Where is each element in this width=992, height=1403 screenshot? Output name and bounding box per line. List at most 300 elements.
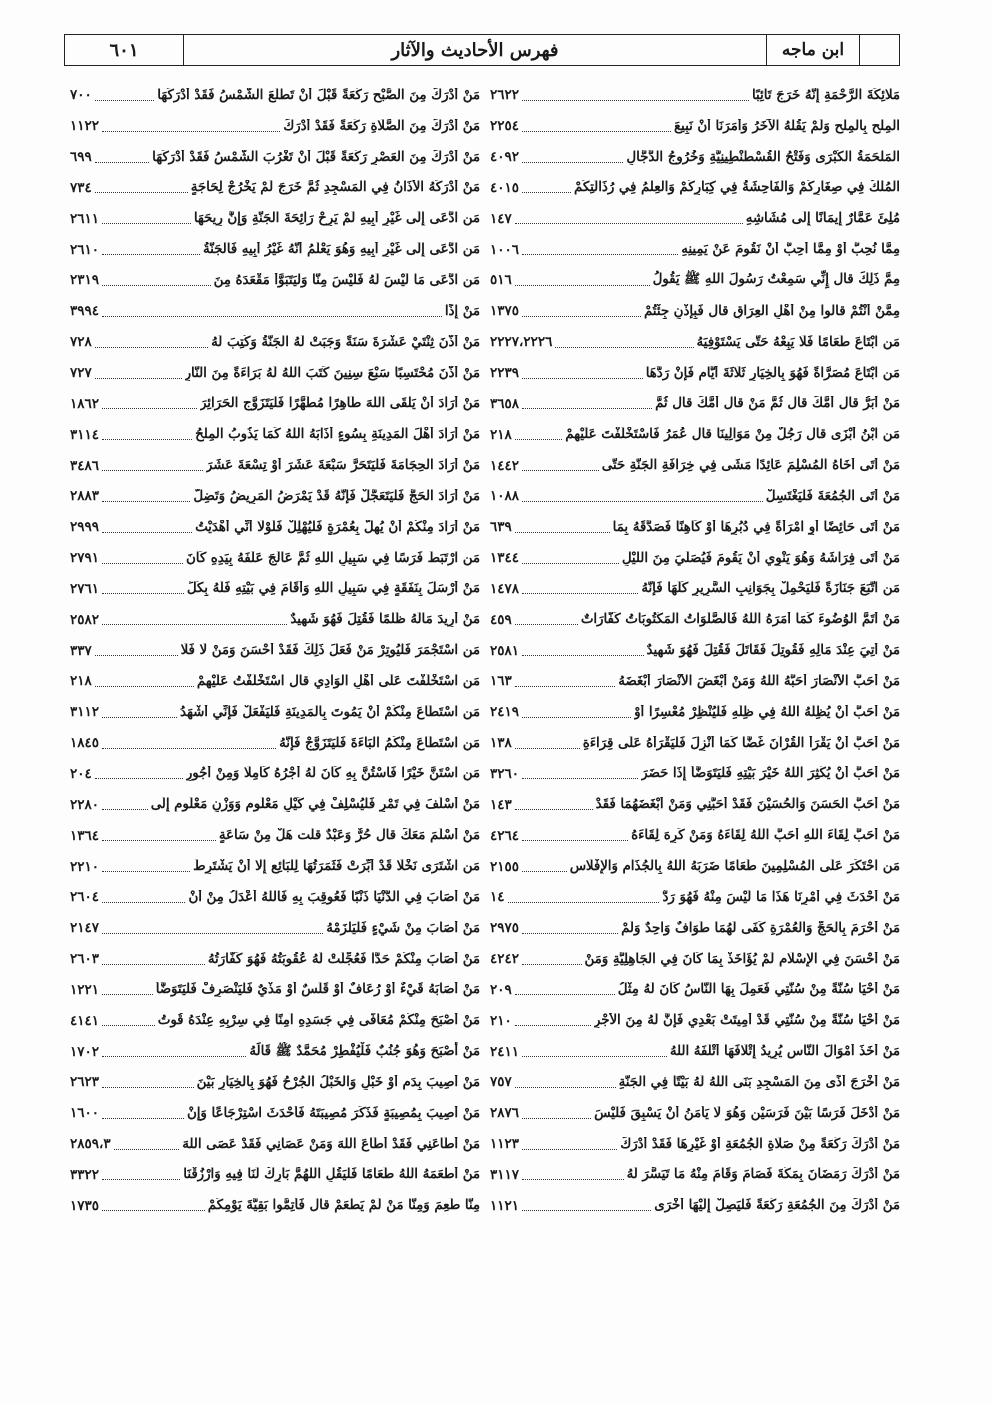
dot-leader (522, 655, 644, 656)
hadith-number: ٢١٥٥ (490, 858, 520, 875)
hadith-number: ٢٩٩٩ (70, 519, 100, 536)
hadith-incipit: مَنْ أَحَبَّ الْحَسَنَ وَالْحُسَيْنَ فَقَدْ أَحَبَّنِي وَمَنْ أَبْغَضَهُمَا فَقَدْ (595, 797, 900, 813)
hadith-number: ٤٥٩ (490, 611, 512, 628)
hadith-number: ٦٣٩ (490, 519, 512, 536)
hadith-incipit: مَنْ أَطَاعَنِي فَقَدْ أَطَاعَ اللهَ وَمَنْ عَصَانِي فَقَدْ عَصَى اللهَ (182, 1136, 480, 1152)
hadith-number: ١٧٠٢ (70, 1043, 100, 1060)
hadith-number: ٣١١٧ (490, 1166, 520, 1183)
hadith-incipit: مَنْ أَحْيَا سُنَّةً مِنْ سُنَّتِي قَدْ أُمِيتَتْ بَعْدِي فَإِنَّ لَهُ مِنَ الْأَجْرِ (593, 1013, 900, 1029)
index-entry (70, 666, 480, 697)
index-entry (70, 604, 480, 635)
hadith-number: ٢٢٢٧،٢٢٢٦ (490, 334, 553, 351)
index-entry (70, 882, 480, 913)
section-title: فهرس الأحاديث والآثار (183, 35, 766, 65)
index-entry (490, 296, 900, 327)
hadith-incipit: مَنِ اتَّبَعَ جَنَازَةً فَلْيَحْمِلْ بِجَوَانِبِ السَّرِيرِ كُلِّهَا فَإِنَّهُ (641, 581, 900, 597)
dot-leader (95, 162, 149, 163)
hadith-incipit: مَنِ ابْنُ أَبْزَى قال رَجُلٌ مِنْ مَوَالِينَا قال عُمَرُ فَاسْتَخْلَفْتَ عَلَيْهِمْ (565, 427, 900, 443)
dot-leader (522, 162, 623, 163)
hadith-number: ٢٧٦١ (70, 580, 100, 597)
index-entry (490, 543, 900, 574)
dot-leader (515, 439, 563, 440)
hadith-number: ٢٩٧٥ (490, 920, 520, 937)
hadith-incipit: مَنْ أَصَابَ مِنْكُمْ حَدًّا فَعُجِّلَتْ لَهُ عُقُوبَتُهُ فَهُوَ كَفَّارَتُهُ (207, 951, 480, 967)
dot-leader (102, 1025, 155, 1026)
dot-leader (522, 192, 571, 193)
hadith-incipit: مَنْ أُتِيَ عِنْدَ مَالِهِ فَقُوتِلَ فَقَاتَلَ فَقُتِلَ فَهُوَ شَهِيدٌ (646, 643, 900, 659)
hadith-incipit: مَنْ أَدْرَكَ مِنَ الْجُمُعَةِ رَكْعَةً فَلْيَصِلْ إِلَيْهَا أُخْرَى (654, 1198, 900, 1214)
hadith-number: ٤٠١٥ (490, 179, 520, 196)
index-entry (490, 1067, 900, 1098)
dot-leader (522, 933, 618, 934)
index-entry (70, 327, 480, 358)
index-entry (490, 759, 900, 790)
dot-leader (102, 1210, 205, 1211)
hadith-number: ٢١٨ (70, 673, 92, 690)
hadith-number: ٣٦٥٨ (490, 395, 520, 412)
hadith-number: ٢٦١١ (70, 210, 100, 227)
dot-leader (515, 748, 580, 749)
hadith-incipit: مَنِ ارْتَبَطَ فَرَسًا فِي سَبِيلِ اللهِ ثُمَّ عَالَجَ عَلَفَهُ بِيَدِهِ كَانَ (186, 550, 480, 566)
hadith-number: ١١٢٢ (70, 118, 100, 135)
hadith-number: ٣٣٧ (70, 642, 92, 659)
dot-leader (102, 223, 191, 224)
hadith-number: ٢٣١٩ (70, 272, 100, 289)
hadith-number: ٧٢٨ (70, 334, 92, 351)
hadith-number: ١٣٧٥ (490, 303, 520, 320)
hadith-incipit: مَنْ أَحْيَا سُنَّةً مِنْ سُنَّتِي فَعَمِلَ بِهَا النَّاسُ كَانَ لَهُ مِثْلُ (617, 982, 900, 998)
hadith-incipit: مَنْ أَدْرَكَهُ الْأَذَانُ فِي الْمَسْجِدِ ثُمَّ خَرَجَ لَمْ يَخْرُجْ لِحَاجَةٍ (190, 180, 480, 196)
header-blank-cell (859, 35, 899, 65)
hadith-incipit: مِمَّ ذَلِكَ قال إِنِّي سَمِعْتُ رَسُولَ اللهِ ﷺ يَقُولُ (652, 272, 900, 288)
hadith-number: ٢٥٨١ (490, 642, 520, 659)
index-entry (490, 388, 900, 419)
hadith-number: ٢٠٩ (490, 981, 512, 998)
index-entry (490, 944, 900, 975)
hadith-number: ٤٢٦٤ (490, 827, 520, 844)
hadith-number: ١٤٧٨ (490, 580, 520, 597)
book-title: ابن ماجه (766, 35, 859, 65)
hadith-incipit: مَنْ أَتَى الْجُمُعَةَ فَلْيَغْتَسِلْ (765, 488, 900, 504)
hadith-number: ١٠٨٨ (490, 488, 520, 505)
hadith-incipit: مَنِ اسْتَطَاعَ مِنْكُمْ أَنْ يَمُوتَ بِالْمَدِينَةِ فَلْيَفْعَلْ فَإِنِّي أَشْهَدُ (179, 704, 480, 720)
hadith-incipit: مَنْ أَخَذَ أَمْوَالَ النَّاسِ يُرِيدُ إِتْلَافَهَا أَتْلَفَهُ اللهُ (669, 1044, 900, 1060)
index-entry (490, 789, 900, 820)
dot-leader (102, 254, 200, 255)
index-entry (490, 666, 900, 697)
dot-leader (102, 809, 148, 810)
dot-leader (95, 686, 194, 687)
dot-leader (515, 1025, 591, 1026)
hadith-incipit: مَنْ أَذَّنَ ثِنْتَيْ عَشْرَةَ سَنَةً وَجَبَتْ لَهُ الْجَنَّةُ وَكُتِبَ لَهُ (211, 334, 480, 350)
index-entry (70, 913, 480, 944)
hadith-number: ٢٦٠٤ (70, 889, 100, 906)
hadith-incipit: مُلِئَ عَمَّارٌ إِيمَانًا إِلَى مُشَاشِهِ (745, 211, 900, 227)
hadith-incipit: مَنِ اسْتَخْلَفْتَ عَلَى أَهْلِ الْوَادِي قال اسْتَخْلَفْتُ عَلَيْهِمْ (196, 673, 480, 689)
hadith-number: ٢٤١١ (490, 1043, 520, 1060)
hadith-number: ٦٩٩ (70, 149, 92, 166)
left-column (70, 80, 480, 1221)
page-number: ٦٠١ (109, 39, 139, 61)
dot-leader (522, 408, 652, 409)
hadith-incipit: الْمَلْحَمَةُ الْكُبْرَى وَفَتْحُ الْقُسْطَنْطِينِيَّةِ وَخُرُوجُ الدَّجَّالِ (626, 149, 900, 165)
dot-leader (102, 748, 276, 749)
dot-leader (515, 994, 615, 995)
dot-leader (515, 686, 615, 687)
dot-leader (522, 871, 567, 872)
hadith-number: ١٣٤٤ (490, 550, 520, 567)
hadith-number: ٣١١٤ (70, 426, 100, 443)
dot-leader (522, 100, 749, 101)
hadith-number: ٢٨٥٩،٣ (70, 1136, 111, 1153)
hadith-number: ١٤٣ (490, 796, 512, 813)
index-entry (70, 142, 480, 173)
hadith-incipit: مَنِ اشْتَرَى نَخْلًا قَدْ أُبِّرَتْ فَثَمَرَتُهَا لِلْبَائِعِ إِلَّا أَنْ يَشْتَرِطَ (193, 859, 480, 875)
hadith-incipit: مَنِ احْتَكَرَ عَلَى الْمُسْلِمِينَ طَعَامًا ضَرَبَهُ اللهُ بِالْجُذَامِ وَالْإِفْلَاسِ (569, 859, 900, 875)
dot-leader (102, 871, 190, 872)
index-entry (490, 1129, 900, 1160)
dot-leader (522, 316, 641, 317)
hadith-number: ١٤ (490, 889, 505, 906)
hadith-incipit: مَنْ أَسْلَمَ مَعَكَ قال حُرٌّ وَعَبْدٌ قلت هَلْ مِنْ سَاعَةٍ (218, 828, 480, 844)
dot-leader (95, 100, 154, 101)
dot-leader (508, 902, 660, 903)
index-entry (490, 80, 900, 111)
hadith-number: ٢٦١٠ (70, 241, 100, 258)
index-entry (490, 635, 900, 666)
dot-leader (515, 624, 578, 625)
index-entry (490, 1160, 900, 1191)
dot-leader (102, 316, 442, 317)
dot-leader (102, 933, 323, 934)
hadith-incipit: مَنْ أَدْرَكَ مِنَ الصُّبْحِ رَكْعَةً قَبْلَ أَنْ تَطْلُعَ الشَّمْسُ فَقَدْ أَدْرَكَهَا (157, 87, 480, 103)
hadith-number: ٥١٦ (490, 272, 512, 289)
index-entry (490, 1190, 900, 1221)
dot-leader (102, 408, 197, 409)
dot-leader (102, 439, 192, 440)
dot-leader (102, 1087, 194, 1088)
hadith-incipit: مِنَّا طَعِمَ وَمِنَّا مَنْ لَمْ يَطْعَمْ قال فَأَتِمُّوا بَقِيَّةَ يَوْمِكُمْ (207, 1198, 480, 1214)
hadith-incipit: مَنْ أَصْبَحَ مِنْكُمْ مُعَافًى فِي جَسَدِهِ آمِنًا فِي سِرْبِهِ عِنْدَهُ قُوتُ (157, 1013, 480, 1029)
hadith-number: ٤١٤١ (70, 1012, 100, 1029)
dot-leader (522, 593, 638, 594)
index-entry (70, 203, 480, 234)
index-entry (490, 203, 900, 234)
index-entry (70, 728, 480, 759)
hadith-incipit: مَنْ أَرْسَلَ بِنَفَقَةٍ فِي سَبِيلِ اللهِ وَأَقَامَ فِي بَيْتِهِ فَلَهُ بِكُلِّ (186, 581, 480, 597)
dot-leader (515, 285, 650, 286)
hadith-incipit: مَلائِكَةَ الرَّحْمَةِ إِنَّهُ خَرَجَ تَائِبًا (751, 87, 900, 103)
hadith-number: ٧٥٧ (490, 1074, 512, 1091)
index-entry (70, 789, 480, 820)
hadith-number: ١١٢٣ (490, 1136, 520, 1153)
hadith-number: ١٤٧ (490, 210, 512, 227)
hadith-incipit: مَنْ أَصَابَ مِنْ شَيْءٍ فَلْيَلْزَمْهُ (326, 920, 480, 936)
hadith-number: ٢٦٢٣ (70, 1074, 100, 1091)
hadith-incipit: مَنْ إِذًا (444, 303, 480, 319)
hadith-number: ٣٢٦٠ (490, 765, 520, 782)
hadith-incipit: مَنْ أَتَى حَائِضًا أَوِ امْرَأَةً فِي دُبُرِهَا أَوْ كَاهِنًا فَصَدَّقَهُ بِمَا (612, 519, 900, 535)
index-entry (490, 882, 900, 913)
dot-leader (102, 994, 153, 995)
dot-leader (102, 593, 184, 594)
dot-leader (102, 532, 192, 533)
dot-leader (114, 1149, 180, 1150)
hadith-incipit: مَنِ اسْتَنَّ خَيْرًا فَاسْتُنَّ بِهِ كَانَ لَهُ أَجْرُهُ كَامِلًا وَمِنْ أُجُورِ (185, 766, 480, 782)
dot-leader (95, 778, 183, 779)
dot-leader (102, 1056, 246, 1057)
hadith-number: ٢٨٧٦ (490, 1105, 520, 1122)
dot-leader (522, 131, 671, 132)
index-entry (70, 450, 480, 481)
hadith-number: ١٢٢١ (70, 981, 100, 998)
dot-leader (95, 192, 188, 193)
hadith-number: ١٨٤٥ (70, 735, 100, 752)
dot-leader (522, 1056, 667, 1057)
hadith-incipit: مَنْ أَتَمَّ الْوُضُوءَ كَمَا أَمَرَهُ اللهُ فَالصَّلَوَاتُ الْمَكْتُوبَاتُ كَفَّارَاتٌ (580, 612, 900, 628)
hadith-incipit: مَنْ أَحَبَّ الْأَنْصَارَ أَحَبَّهُ اللهُ وَمَنْ أَبْغَضَ الْأَنْصَارَ أَبْغَضَهُ (618, 673, 900, 689)
hadith-incipit: مَنْ أَحَبَّ لِقَاءَ اللهِ أَحَبَّ اللهُ لِقَاءَهُ وَمَنْ كَرِهَ لِقَاءَهُ (631, 828, 900, 844)
hadith-incipit: مَنْ أَدْرَكَ رَمَضَانَ بِمَكَّةَ فَصَامَ وَقَامَ مِنْهُ مَا تَيَسَّرَ لَهُ (626, 1167, 900, 1183)
index-entry (70, 944, 480, 975)
index-entry (490, 1005, 900, 1036)
index-entry (490, 358, 900, 389)
hadith-incipit: مَنِ ادَّعَى إِلَى غَيْرِ أَبِيهِ وَهُوَ يَعْلَمُ أَنَّهُ غَيْرُ أَبِيهِ فَالْجَنَّةُ (202, 242, 480, 258)
hadith-incipit: مِمَّا نُحِبُّ أَوْ مِمَّا أُحِبُّ أَنْ نَقُومَ عَنْ يَمِينِهِ (681, 242, 900, 258)
hadith-number: ٣٩٩٤ (70, 303, 100, 320)
index-entry (70, 574, 480, 605)
dot-leader (522, 563, 619, 564)
hadith-incipit: مَنْ أَحْدَثَ فِي أَمْرِنَا هَذَا مَا لَيْسَ مِنْهُ فَهُوَ رَدٌّ (662, 889, 900, 905)
hadith-incipit: مِمَّنْ أَنْتُمْ قالوا مِنْ أَهْلِ الْعِرَاقِ قال فَبِإِذْنٍ جِئْتُمْ (643, 303, 900, 319)
dot-leader (102, 840, 216, 841)
hadith-incipit: الْمُلْكُ فِي صِغَارِكُمْ وَالْفَاحِشَةُ فِي كِبَارِكُمْ وَالْعِلْمُ فِي رُذَالَتِكُمْ (573, 180, 900, 196)
dot-leader (522, 254, 678, 255)
hadith-incipit: مَنْ أَرَادَ مِنْكُمْ أَنْ يُهِلَّ بِعُمْرَةٍ فَلْيُهْلِلْ فَلَوْلَا أَنِّي أَهْدَيْتُ (195, 519, 480, 535)
hadith-incipit: مَنِ اسْتَجْمَرَ فَلْيُوتِرْ مَنْ فَعَلَ ذَلِكَ فَقَدْ أَحْسَنَ وَمَنْ لَا فَلَا (180, 643, 480, 659)
dot-leader (102, 285, 211, 286)
hadith-incipit: مَنْ أَحَبَّ أَنْ يَقْرَأَ الْقُرْآنَ غَضًّا كَمَا أُنْزِلَ فَلْيَقْرَأْهُ عَلَى قِرَاءَةِ (582, 735, 900, 751)
hadith-number: ٢٢١٠ (70, 858, 100, 875)
index-entry (490, 142, 900, 173)
dot-leader (515, 1087, 616, 1088)
index-entry (70, 173, 480, 204)
index-entry (70, 512, 480, 543)
hadith-incipit: مَنْ أَصَابَ فِي الدُّنْيَا ذَنْبًا فَعُوقِبَ بِهِ فَاللهُ أَعْدَلُ مِنْ أَنْ (188, 889, 480, 905)
dot-leader (522, 501, 763, 502)
index-entry (70, 111, 480, 142)
index-entry (70, 265, 480, 296)
hadith-number: ٧٣٤ (70, 179, 92, 196)
hadith-incipit: مَنْ أَصَابَهُ قَيْءٌ أَوْ رُعَافٌ أَوْ قَلَسٌ أَوْ مَذْيٌ فَلْيَنْصَرِفْ فَلْيَتَوَضَّأْ (155, 982, 480, 998)
index-entry (490, 728, 900, 759)
hadith-incipit: مَنْ أَرَادَ الْحَجَّ فَلْيَتَعَجَّلْ فَإِنَّهُ قَدْ يَمْرَضُ الْمَرِيضُ وَتَضِلُّ (193, 488, 480, 504)
dot-leader (102, 563, 183, 564)
hadith-number: ٢٢٥٤ (490, 118, 520, 135)
hadith-number: ١٨٦٢ (70, 395, 100, 412)
hadith-number: ٢٦٢٢ (490, 87, 520, 104)
index-entry (70, 1129, 480, 1160)
index-entry (490, 234, 900, 265)
hadith-number: ٢٢٨٠ (70, 796, 100, 813)
dot-leader (95, 347, 208, 348)
index-entry (490, 974, 900, 1005)
index-entry (70, 1098, 480, 1129)
dot-leader (555, 347, 693, 348)
index-entry (490, 512, 900, 543)
index-entry (490, 173, 900, 204)
hadith-incipit: مَنْ أَطْعَمَهُ اللهُ طَعَامًا فَلْيَقُلِ اللَّهُمَّ بَارِكْ لَنَا فِيهِ وَارْزُقْنَا (183, 1167, 480, 1183)
hadith-number: ٧٢٧ (70, 365, 92, 382)
index-entry (490, 913, 900, 944)
dot-leader (102, 131, 280, 132)
dot-leader (102, 902, 185, 903)
hadith-number: ١٦٣ (490, 673, 512, 690)
dot-leader (102, 470, 203, 471)
hadith-incipit: مَنْ أَدْرَكَ مِنَ الصَّلَاةِ رَكْعَةً فَقَدْ أَدْرَكَ (283, 118, 480, 134)
index-entry (70, 80, 480, 111)
index-entry (70, 1005, 480, 1036)
index-entry (70, 358, 480, 389)
hadith-number: ٢٨٨٣ (70, 488, 100, 505)
index-entry (70, 543, 480, 574)
hadith-number: ٢١٤٧ (70, 920, 100, 937)
hadith-number: ٢٢٣٩ (490, 365, 520, 382)
index-entry (70, 820, 480, 851)
hadith-incipit: مَنْ أَتَى أَخَاهُ الْمُسْلِمَ عَائِدًا مَشَى فِي خِرَافَةِ الْجَنَّةِ حَتَّى (601, 458, 900, 474)
dot-leader (522, 1179, 624, 1180)
hadith-incipit: مَنْ أَحْسَنَ فِي الْإِسْلَامِ لَمْ يُؤَاخَذْ بِمَا كَانَ فِي الْجَاهِلِيَّةِ وَمَنْ (584, 951, 900, 967)
hadith-incipit: مَنْ أَرَادَ أَهْلَ الْمَدِينَةِ بِسُوءٍ أَذَابَهُ اللهُ كَمَا يَذُوبُ الْمِلْحُ (195, 427, 480, 443)
hadith-number: ٢٠٤ (70, 765, 92, 782)
hadith-incipit: مَنْ أَسْلَفَ فِي تَمْرٍ فَلْيُسْلِفْ فِي كَيْلٍ مَعْلُومٍ وَوَزْنٍ مَعْلُومٍ إِلَى (150, 797, 480, 813)
index-entry (70, 697, 480, 728)
dot-leader (515, 532, 610, 533)
dot-leader (95, 378, 182, 379)
right-column (490, 80, 900, 1221)
index-entry (490, 450, 900, 481)
index-entry (70, 635, 480, 666)
index-entry (70, 234, 480, 265)
dot-leader (522, 964, 582, 965)
dot-leader (522, 378, 643, 379)
index-entry (490, 265, 900, 296)
hadith-number: ٤٢٤٢ (490, 951, 520, 968)
dot-leader (522, 778, 638, 779)
hadith-number: ٣٤٨٦ (70, 457, 100, 474)
index-entry (70, 388, 480, 419)
hadith-incipit: مَنْ أُصِيبَ بِمُصِيبَةٍ فَذَكَرَ مُصِيبَتَهُ فَأَحْدَثَ اسْتِرْجَاعًا وَإِنْ (186, 1105, 480, 1121)
dot-leader (515, 809, 593, 810)
dot-leader (522, 1210, 651, 1211)
index-entry (70, 851, 480, 882)
hadith-incipit: مَنِ اسْتَطَاعَ مِنْكُمُ الْبَاءَةَ فَلْيَتَزَوَّجْ فَإِنَّهُ (279, 735, 480, 751)
dot-leader (102, 1118, 184, 1119)
hadith-incipit: مَنْ أَحَبَّ أَنْ يُظِلَّهُ اللهُ فِي ظِلِّهِ فَلْيُنْظِرْ مُعْسِرًا أَوْ (634, 704, 900, 720)
index-entry (70, 1067, 480, 1098)
hadith-incipit: الْمِلْحِ بِالْمِلْحِ وَلَمْ يَقُلْهُ الْآخَرُ وَأَمَرَنَا أَنْ نَبِيعَ (673, 118, 900, 134)
hadith-incipit: مَنْ أُصِيبَ بِدَمٍ أَوْ خَبْلٍ وَالْخَبْلُ الْجُرْحُ فَهُوَ بِالْخِيَارِ بَيْنَ (196, 1074, 480, 1090)
hadith-number: ٢١٨ (490, 426, 512, 443)
hadith-incipit: مَنْ أَدْخَلَ فَرَسًا بَيْنَ فَرَسَيْنِ وَهُوَ لَا يَأْمَنُ أَنْ يَسْبِقَ فَلَيْسَ (594, 1105, 900, 1121)
hadith-number: ٣٣٢٢ (70, 1166, 100, 1183)
hadith-incipit: مَنْ أَحَبَّ أَنْ يُكْثِرَ اللهُ خَيْرَ بَيْتِهِ فَلْيَتَوَضَّأْ إِذَا حَضَرَ (641, 766, 900, 782)
dot-leader (95, 655, 178, 656)
hadith-incipit: مَنْ أَذَّنَ مُحْتَسِبًا سَبْعَ سِنِينَ كَتَبَ اللهُ لَهُ بَرَاءَةً مِنَ النَّارِ (184, 365, 480, 381)
dot-leader (522, 1149, 617, 1150)
hadith-number: ٢٧٩١ (70, 550, 100, 567)
hadith-incipit: مَنِ ادَّعَى إِلَى غَيْرِ أَبِيهِ لَمْ يَرِحْ رَائِحَةَ الْجَنَّةِ وَإِنَّ رِيحَهَا (193, 211, 480, 227)
hadith-incipit: مَنِ ابْتَاعَ مُصَرَّاةً فَهُوَ بِالْخِيَارِ ثَلَاثَةَ أَيَّامٍ فَإِنْ رَدَّهَا (645, 365, 900, 381)
hadith-incipit: مَنْ أَخْرَجَ أَذًى مِنَ الْمَسْجِدِ بَنَى اللهُ لَهُ بَيْتًا فِي الْجَنَّةِ (618, 1074, 900, 1090)
hadith-number: ١٠٠٦ (490, 241, 520, 258)
index-entry (70, 759, 480, 790)
index-entry (70, 419, 480, 450)
dot-leader (102, 501, 190, 502)
index-entry (490, 851, 900, 882)
index-entry (70, 481, 480, 512)
dot-leader (522, 1118, 591, 1119)
index-entry (490, 604, 900, 635)
index-entry (70, 296, 480, 327)
index-entry (70, 1190, 480, 1221)
index-entry (490, 1036, 900, 1067)
hadith-incipit: مَنْ أَدْرَكَ مِنَ الْعَصْرِ رَكْعَةً قَبْلَ أَنْ تَغْرُبَ الشَّمْسُ فَقَدْ أَدْرَكَهَا (152, 149, 480, 165)
index-entry (490, 111, 900, 142)
index-entry (70, 1160, 480, 1191)
index-entry (490, 327, 900, 358)
dot-leader (515, 223, 743, 224)
dot-leader (522, 840, 628, 841)
hadith-number: ١٦٠٠ (70, 1105, 100, 1122)
hadith-number: ٢٦٠٣ (70, 951, 100, 968)
dot-leader (102, 964, 205, 965)
hadith-number: ٢٤١٩ (490, 704, 520, 721)
index-entry (70, 1036, 480, 1067)
index-entry (490, 419, 900, 450)
index-entry (490, 481, 900, 512)
dot-leader (522, 470, 599, 471)
dot-leader (102, 1179, 180, 1180)
hadith-number: ١٧٣٥ (70, 1197, 100, 1214)
hadith-incipit: مَنْ أَرَادَ أَنْ يَلْقَى اللهَ طَاهِرًا مُطَهَّرًا فَلْيَتَزَوَّجِ الْحَرَائِرَ (199, 396, 480, 412)
hadith-number: ١١٢١ (490, 1197, 520, 1214)
hadith-incipit: مَنْ أَصْبَحَ وَهُوَ جُنُبٌ فَلْيُفْطِرْ مُحَمَّدٌ ﷺ قَالَهُ (249, 1043, 480, 1059)
hadith-incipit: مَنْ أُرِيدَ مَالُهُ ظُلْمًا فَقُتِلَ فَهُوَ شَهِيدٌ (290, 612, 480, 628)
hadith-incipit: مَنْ أَتَى فِرَاشَهُ وَهُوَ يَنْوِي أَنْ يَقُومَ فَيُصَلِّيَ مِنَ اللَّيْلِ (621, 550, 900, 566)
index-entry (490, 820, 900, 851)
hadith-number: ٤٠٩٢ (490, 149, 520, 166)
hadith-incipit: مَنْ أَدْرَكَ رَكْعَةً مِنْ صَلَاةِ الْجُمُعَةِ أَوْ غَيْرِهَا فَقَدْ أَدْرَكَ (620, 1136, 900, 1152)
hadith-number: ٢٥٨٢ (70, 611, 100, 628)
dot-leader (102, 624, 287, 625)
hadith-number: ٣١١٢ (70, 704, 100, 721)
hadith-incipit: مَنْ أَرَادَ الْحِجَامَةَ فَلْيَتَحَرَّ سَبْعَةَ عَشَرَ أَوْ تِسْعَةَ عَشَرَ (205, 458, 480, 474)
index-entry (490, 1098, 900, 1129)
index-entry (490, 574, 900, 605)
dot-leader (522, 717, 631, 718)
hadith-incipit: مَنِ ابْتَاعَ طَعَامًا فَلَا يَبِعْهُ حَتَّى يَسْتَوْفِيَهُ (696, 334, 900, 350)
dot-leader (102, 717, 177, 718)
hadith-incipit: مَنِ ادَّعَى مَا لَيْسَ لَهُ فَلَيْسَ مِنَّا وَلْيَتَبَوَّأْ مَقْعَدَهُ مِنَ (213, 272, 480, 288)
hadith-number: ١٣٨ (490, 735, 512, 752)
hadith-incipit: مَنْ أَبَرُّ قال أُمَّكَ قال ثُمَّ مَنْ قال أُمَّكَ قال ثُمَّ (655, 396, 900, 412)
hadith-number: ٢١٠ (490, 1012, 512, 1029)
index-entry (490, 697, 900, 728)
hadith-number: ١٣٦٤ (70, 827, 100, 844)
running-header (64, 34, 900, 66)
hadith-number: ١٤٤٢ (490, 457, 520, 474)
